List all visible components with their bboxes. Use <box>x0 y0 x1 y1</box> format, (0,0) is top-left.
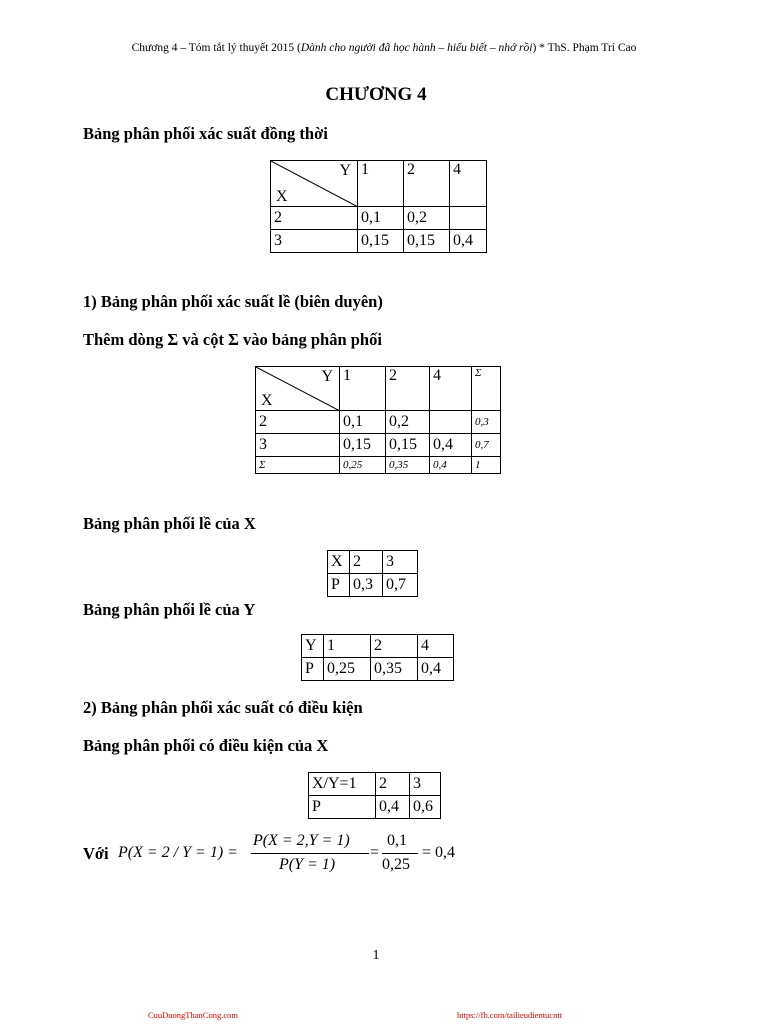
table-cell: 0,7 <box>383 574 418 597</box>
diagonal-header-cell <box>256 367 340 411</box>
diagonal-header-cell <box>271 161 358 207</box>
row-header: 2 <box>256 411 340 434</box>
table-cell: 2 <box>371 635 418 658</box>
fraction-1-denominator: P(Y = 1) <box>279 856 336 873</box>
y-label: Y <box>339 162 351 179</box>
table-cell: 0,4 <box>418 658 454 681</box>
table-cell: 0,35 <box>371 658 418 681</box>
row-header: 3 <box>256 434 340 457</box>
header-text-italic: Dành cho người đã học hành – hiểu biết – nhớ rồi <box>300 42 533 54</box>
header-text-right: ) * ThS. Phạm Trí Cao <box>532 42 637 54</box>
table-cell: 0,6 <box>410 796 441 819</box>
table-row <box>271 207 487 230</box>
row-sum-cell: 0,7 <box>472 434 501 457</box>
formula-equals: = <box>370 844 380 861</box>
table-cell: 0,2 <box>386 411 430 434</box>
row-header: 2 <box>271 207 358 230</box>
table-cell: 3 <box>383 551 418 574</box>
grand-total-cell: 1 <box>472 457 501 474</box>
fraction-2-denominator: 0,25 <box>382 856 410 873</box>
table-row <box>309 773 441 796</box>
column-header: 2 <box>386 367 430 411</box>
table-cell: P <box>302 658 324 681</box>
chapter-title: CHƯƠNG 4 <box>325 84 427 105</box>
table-cell: 0,15 <box>404 230 450 253</box>
x-label: X <box>261 392 273 409</box>
column-header: 1 <box>340 367 386 411</box>
table-cell: 0,15 <box>358 230 404 253</box>
column-sum-cell: 0,4 <box>430 457 472 474</box>
table-cell: 3 <box>410 773 441 796</box>
table-cell: 0,15 <box>386 434 430 457</box>
table-row <box>328 574 418 597</box>
table-cell <box>430 411 472 434</box>
table-row <box>256 434 501 457</box>
table-cell: P <box>309 796 376 819</box>
marginal-heading: 1) Bảng phân phối xác suất lề (biên duyên) <box>83 292 383 311</box>
marginal-y-table <box>301 634 454 681</box>
table-header-row <box>256 367 501 411</box>
y-label: Y <box>321 368 333 385</box>
table-cell: X <box>328 551 350 574</box>
table-cell: 2 <box>376 773 410 796</box>
table-row <box>256 411 501 434</box>
conditional-subheading: Bảng phân phối có điều kiện của X <box>83 736 329 755</box>
table-row <box>309 796 441 819</box>
table-cell: 0,2 <box>404 207 450 230</box>
table-row <box>302 658 454 681</box>
marginal-y-heading: Bảng phân phối lề của Y <box>83 600 256 619</box>
fraction-1-bar <box>251 853 369 854</box>
conditional-table <box>308 772 441 819</box>
table-cell: 0,4 <box>376 796 410 819</box>
header-text-left: Chương 4 – Tóm tắt lý thuyết 2015 ( <box>131 42 301 54</box>
table-row <box>271 230 487 253</box>
sum-row-label: Σ <box>256 457 340 474</box>
column-header: 4 <box>450 161 487 207</box>
table-cell: 0,15 <box>340 434 386 457</box>
table-cell: 2 <box>350 551 383 574</box>
joint-heading: Bảng phân phối xác suất đồng thời <box>83 124 328 143</box>
row-header: 3 <box>271 230 358 253</box>
table-row <box>302 635 454 658</box>
table-cell: P <box>328 574 350 597</box>
marginal-x-heading: Bảng phân phối lề của X <box>83 514 256 533</box>
footer-left-link[interactable]: CuuDuongThanCong.com <box>148 1010 238 1020</box>
page-header <box>0 42 768 54</box>
marginal-table <box>255 366 501 474</box>
table-cell: 0,1 <box>340 411 386 434</box>
table-header-row <box>271 161 487 207</box>
x-label: X <box>276 188 288 205</box>
table-cell <box>450 207 487 230</box>
table-cell: Y <box>302 635 324 658</box>
footer-right-link[interactable]: https://fb.com/tailieudientucntt <box>457 1010 563 1020</box>
table-cell: 0,25 <box>324 658 371 681</box>
table-cell: 4 <box>418 635 454 658</box>
sum-row <box>256 457 501 474</box>
fraction-2-bar <box>382 853 418 854</box>
marginal-subheading: Thêm dòng Σ và cột Σ vào bảng phân phối <box>83 330 382 349</box>
joint-table <box>270 160 487 253</box>
formula-prefix: Với <box>83 844 109 863</box>
column-header: 2 <box>404 161 450 207</box>
table-cell: 0,4 <box>430 434 472 457</box>
table-row <box>328 551 418 574</box>
sigma-column-header: Σ <box>472 367 501 411</box>
formula-lhs: P(X = 2 / Y = 1) = <box>118 844 238 861</box>
conditional-heading: 2) Bảng phân phối xác suất có điều kiện <box>83 698 363 717</box>
table-cell: X/Y=1 <box>309 773 376 796</box>
fraction-1-numerator: P(X = 2,Y = 1) <box>253 832 350 849</box>
table-cell: 0,3 <box>350 574 383 597</box>
formula-result: = 0,4 <box>422 844 456 861</box>
column-sum-cell: 0,25 <box>340 457 386 474</box>
row-sum-cell: 0,3 <box>472 411 501 434</box>
page-number: 1 <box>372 948 380 963</box>
fraction-2-numerator: 0,1 <box>387 832 407 849</box>
column-header: 4 <box>430 367 472 411</box>
column-sum-cell: 0,35 <box>386 457 430 474</box>
table-cell: 1 <box>324 635 371 658</box>
table-cell: 0,4 <box>450 230 487 253</box>
column-header: 1 <box>358 161 404 207</box>
table-cell: 0,1 <box>358 207 404 230</box>
marginal-x-table <box>327 550 418 597</box>
